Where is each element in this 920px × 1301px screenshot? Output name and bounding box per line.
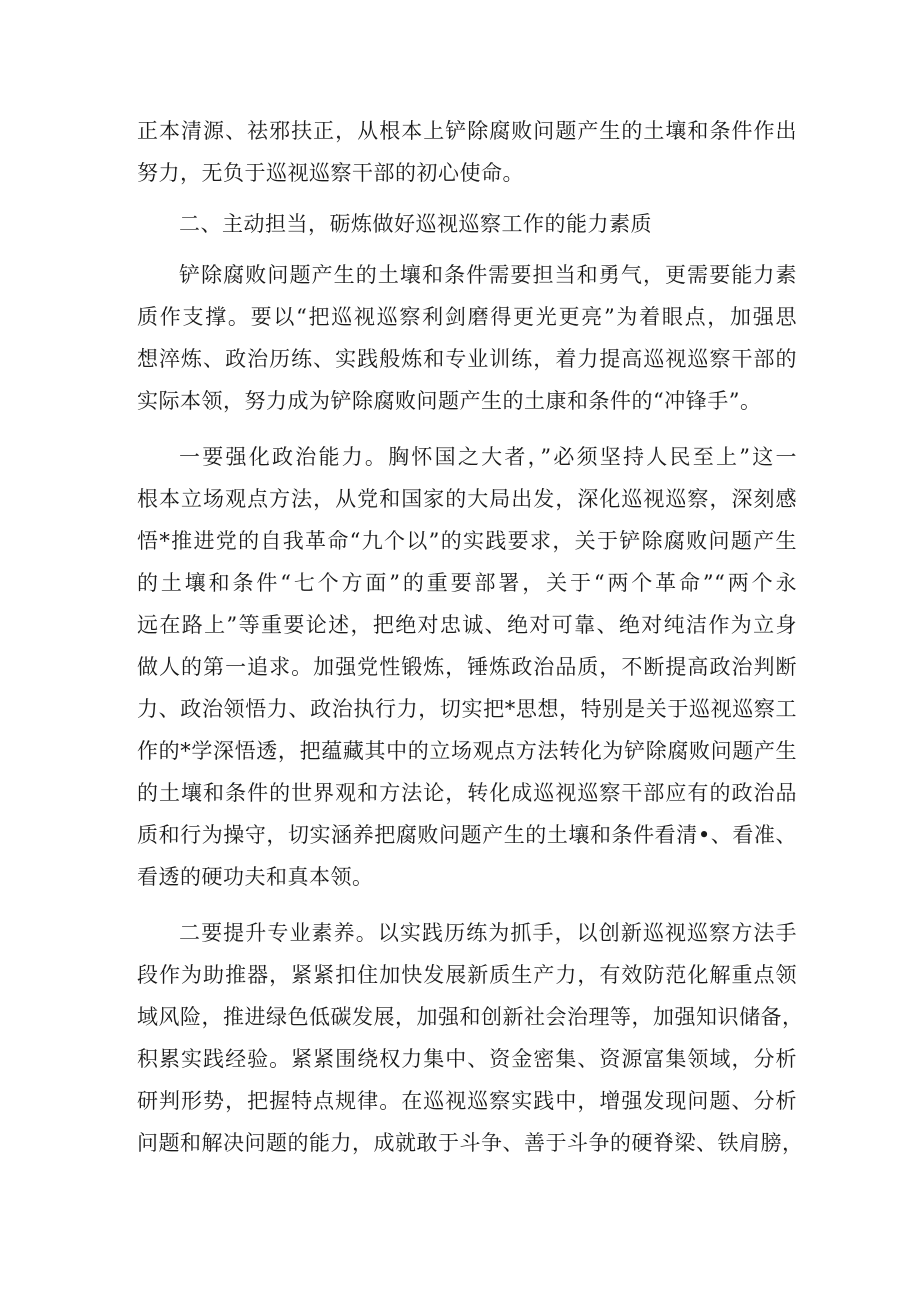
text-line: 域风险，推进绿色低碳发展，加强和创新社会治理等，加强知识储备，: [137, 1005, 804, 1029]
text-line: 质作支撑。要以“把巡视巡察利剑磨得更光更亮”为着眼点，加强思: [137, 305, 797, 329]
text-line: 的土壤和条件的世界观和方法论，转化成巡视巡察干部应有的政治品: [137, 781, 797, 805]
text-line: 质和行为操守，切实涵养把腐败问题产生的土壤和条件看清•、看准、: [137, 823, 797, 847]
text-line: 根本立场观点方法，从党和国家的大局出发，深化巡视巡察，深刻感: [137, 487, 797, 511]
text-line: 实际本领，努力成为铲除腐败问题产生的土康和条件的“冲锋手”。: [137, 389, 762, 413]
text-line: 努力，无负于巡视巡察干部的初心使命。: [137, 161, 524, 185]
text-line: 远在路上”等重要论述，把绝对忠诚、绝对可靠、绝对纯洁作为立身: [137, 613, 797, 637]
text-line: 铲除腐败问题产生的土壤和条件需要担当和勇气，更需要能力素: [179, 263, 797, 287]
text-line: 段作为助推器，紧紧扣住加快发展新质生产力，有效防范化解重点领: [137, 963, 797, 987]
section-heading: 二、主动担当，砺炼做好巡视巡察工作的能力素质: [179, 212, 652, 236]
text-line: 想淬炼、政治历练、实践般炼和专业训练，着力提高巡视巡察干部的: [137, 347, 797, 371]
text-line: 看透的硬功夫和真本领。: [137, 865, 374, 889]
text-line: 做人的第一追求。加强党性锻炼，锤炼政治品质，不断提高政治判断: [137, 655, 797, 679]
text-line: 作的*学深悟透，把蕴藏其中的立场观点方法转化为铲除腐败问题产生: [137, 739, 797, 763]
text-line: 正本清源、祛邪扶正，从根本上铲除腐败问题产生的土壤和条件作出: [137, 119, 797, 143]
text-line: 二要提升专业素养。以实践历练为抓手，以创新巡视巡察方法手: [179, 921, 797, 945]
text-line: 积累实践经验。紧紧围绕权力集中、资金密集、资源富集领域，分析: [137, 1047, 797, 1071]
text-line: 一要强化政治能力。胸怀国之大者，”必须坚持人民至上”这一: [179, 445, 797, 469]
text-line: 问题和解决问题的能力，成就敢于斗争、善于斗争的硬脊梁、铁肩膀，: [137, 1131, 804, 1155]
text-line: 研判形势，把握特点规律。在巡视巡察实践中，增强发现问题、分析: [137, 1089, 797, 1113]
document-body: [137, 110, 804, 1164]
text-line: 力、政治领悟力、政治执行力，切实把*思想，特别是关于巡视巡察工: [137, 697, 797, 721]
text-line: 悟*推进党的自我革命“九个以”的实践要求，关于铲除腐败问题产生: [137, 529, 797, 553]
text-line: 的土壤和条件“七个方面”的重要部署，关于“两个革命”“两个永: [137, 571, 797, 595]
